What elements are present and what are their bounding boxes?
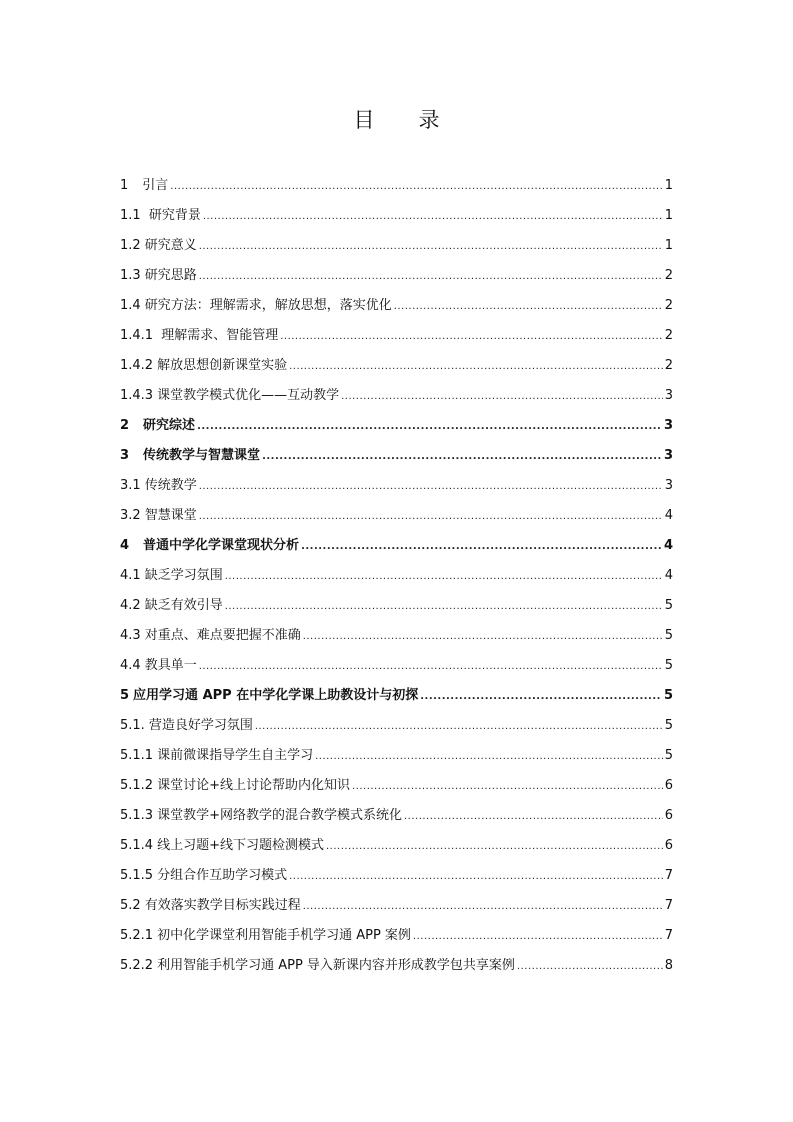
toc-entry-title: 缺乏学习氛围 — [144, 568, 223, 583]
toc-entry-title: 研究综述 — [143, 418, 196, 433]
toc-entry-number: 1 — [120, 178, 129, 193]
toc-entry-number: 5 — [120, 688, 130, 703]
toc-entry-title: 研究意义 — [144, 238, 197, 253]
toc-page-number: 2 — [664, 358, 673, 373]
toc-entry-label — [120, 384, 339, 408]
toc-entry-label — [120, 834, 324, 858]
toc-page-number: 5 — [664, 748, 673, 763]
toc-entry[interactable] — [120, 234, 673, 264]
toc-page-number: 2 — [664, 298, 673, 313]
toc-entry-title: 分组合作互助学习模式 — [157, 868, 288, 883]
toc-entry-label — [120, 804, 402, 828]
toc-page-number: 4 — [664, 508, 673, 523]
toc-entry-number: 1.4 — [120, 298, 141, 313]
toc-entry-title: 营造良好学习氛围 — [148, 718, 253, 733]
toc-entry-label — [120, 594, 223, 618]
toc-dot-leader — [394, 295, 663, 319]
toc-entry-number: 1.1 — [120, 208, 141, 223]
toc-entry[interactable] — [120, 264, 673, 294]
toc-entry[interactable] — [120, 774, 673, 804]
toc-page-number: 3 — [664, 478, 673, 493]
toc-entry-number: 5.2 — [120, 898, 141, 913]
toc-entry-label — [120, 864, 287, 888]
toc-entry[interactable] — [120, 354, 673, 384]
toc-page-number: 3 — [663, 418, 673, 433]
toc-entry-number: 5.1.1 — [120, 748, 154, 763]
toc-entry-title: 利用智能手机学习通 APP 导入新课内容并形成教学包共享案例 — [157, 958, 515, 973]
toc-page-number: 6 — [664, 778, 673, 793]
toc-entry[interactable] — [120, 384, 673, 414]
toc-dot-leader — [303, 625, 663, 649]
toc-dot-leader — [199, 265, 663, 289]
toc-entry-title: 课堂教学+网络教学的混合教学模式系统化 — [157, 808, 402, 823]
toc-entry-number: 5.1.3 — [120, 808, 154, 823]
toc-page-number: 7 — [664, 928, 673, 943]
toc-entry-number: 4 — [120, 538, 130, 553]
toc-page-number: 5 — [664, 598, 673, 613]
toc-entry-title: 理解需求、智能管理 — [157, 328, 279, 343]
toc-entry-number: 5.1.4 — [120, 838, 154, 853]
toc-dot-leader — [225, 595, 663, 619]
toc-entry[interactable] — [120, 924, 673, 954]
toc-page-number: 4 — [664, 568, 673, 583]
toc-entry-number: 3.1 — [120, 478, 141, 493]
toc-entry-number: 4.4 — [120, 658, 141, 673]
toc-entry-label — [120, 744, 313, 768]
toc-entry-label — [120, 654, 197, 678]
toc-entry-title: 有效落实教学目标实践过程 — [144, 898, 301, 913]
toc-dot-leader — [199, 505, 663, 529]
toc-page-number: 7 — [664, 898, 673, 913]
toc-entry-label — [120, 174, 168, 198]
toc-entry-label — [120, 354, 287, 378]
toc-entry[interactable] — [120, 414, 673, 444]
toc-page-number: 2 — [664, 268, 673, 283]
toc-page-number: 5 — [663, 688, 673, 703]
toc-entry-number: 1.2 — [120, 238, 141, 253]
toc-page-number: 5 — [664, 628, 673, 643]
toc-entry-label — [120, 474, 197, 498]
toc-entry-title: 缺乏有效引导 — [144, 598, 223, 613]
toc-entry-label — [120, 414, 195, 438]
toc-entry[interactable] — [120, 714, 673, 744]
toc-entry-title: 传统教学与智慧课堂 — [143, 448, 261, 463]
toc-entry-title: 普通中学化学课堂现状分析 — [143, 538, 300, 553]
toc-entry-number: 5.1.2 — [120, 778, 154, 793]
toc-entry-number: 5.1.5 — [120, 868, 154, 883]
toc-page-number: 5 — [664, 718, 673, 733]
toc-entry-title: 研究背景 — [144, 208, 201, 223]
toc-dot-leader — [303, 895, 663, 919]
toc-entry[interactable] — [120, 504, 673, 534]
toc-entry-number: 4.2 — [120, 598, 141, 613]
toc-entry-number: 4.1 — [120, 568, 141, 583]
toc-entry-number: 1.4.3 — [120, 388, 154, 403]
toc-entry-label — [120, 624, 301, 648]
toc-dot-leader — [225, 565, 663, 589]
toc-entry-label — [120, 954, 515, 978]
toc-entry-title: 引言 — [142, 178, 169, 193]
toc-page-number: 5 — [664, 658, 673, 673]
toc-entry-label — [120, 684, 418, 708]
toc-dot-leader — [280, 325, 663, 349]
toc-entry[interactable] — [120, 594, 673, 624]
toc-entry[interactable] — [120, 324, 673, 354]
toc-entry[interactable] — [120, 624, 673, 654]
toc-entry[interactable] — [120, 534, 673, 564]
toc-dot-leader — [352, 775, 663, 799]
toc-dot-leader — [197, 415, 662, 439]
toc-entry-number: 4.3 — [120, 628, 141, 643]
toc-entry-label — [120, 204, 201, 228]
toc-entry-title: 课堂讨论+线上讨论帮助内化知识 — [157, 778, 350, 793]
toc-entry[interactable] — [120, 834, 673, 864]
toc-dot-leader — [289, 865, 663, 889]
toc-dot-leader — [262, 445, 662, 469]
toc-entry-title: 智慧课堂 — [144, 508, 197, 523]
toc-dot-leader — [301, 535, 662, 559]
toc-dot-leader — [420, 685, 662, 709]
toc-dot-leader — [255, 715, 663, 739]
toc-dot-leader — [413, 925, 663, 949]
toc-entry-label — [120, 774, 350, 798]
toc-dot-leader — [199, 235, 663, 259]
toc-entry-title: 应用学习通 APP 在中学化学课上助教设计与初探 — [133, 688, 419, 703]
toc-dot-leader — [199, 655, 663, 679]
toc-entry[interactable] — [120, 684, 673, 714]
toc-entry[interactable] — [120, 564, 673, 594]
toc-page-number: 1 — [664, 208, 673, 223]
toc-entry[interactable] — [120, 444, 673, 474]
toc-entry-title: 线上习题+线下习题检测模式 — [157, 838, 324, 853]
toc-dot-leader — [404, 805, 663, 829]
toc-entry-title: 传统教学 — [144, 478, 197, 493]
toc-entry[interactable] — [120, 204, 673, 234]
toc-entry-label — [120, 714, 253, 738]
toc-entry-label — [120, 324, 278, 348]
toc-page-number: 1 — [664, 238, 673, 253]
toc-entry-label — [120, 504, 197, 528]
table-of-contents — [120, 174, 673, 984]
toc-dot-leader — [170, 175, 662, 199]
toc-entry[interactable] — [120, 474, 673, 504]
toc-entry[interactable] — [120, 954, 673, 984]
toc-page-number: 1 — [664, 178, 673, 193]
toc-page-number: 2 — [664, 328, 673, 343]
toc-entry-label — [120, 294, 392, 318]
toc-entry-label — [120, 444, 260, 468]
toc-entry-label — [120, 564, 223, 588]
toc-entry-title: 初中化学课堂利用智能手机学习通 APP 案例 — [157, 928, 411, 943]
toc-entry-title: 课前微课指导学生自主学习 — [157, 748, 314, 763]
toc-entry[interactable] — [120, 804, 673, 834]
toc-entry-number: 1.3 — [120, 268, 141, 283]
toc-entry-number: 3 — [120, 448, 130, 463]
toc-entry-number: 1.4.1 — [120, 328, 154, 343]
toc-entry-number: 5.1. — [120, 718, 145, 733]
toc-entry[interactable] — [120, 654, 673, 684]
toc-entry-label — [120, 924, 411, 948]
toc-page-number: 7 — [664, 868, 673, 883]
toc-entry-label — [120, 234, 197, 258]
toc-entry-label — [120, 534, 299, 558]
toc-entry-number: 1.4.2 — [120, 358, 154, 373]
toc-page-number: 8 — [664, 958, 673, 973]
toc-entry-number: 3.2 — [120, 508, 141, 523]
toc-entry[interactable] — [120, 744, 673, 774]
toc-page-number: 6 — [664, 838, 673, 853]
toc-dot-leader — [341, 385, 663, 409]
toc-entry[interactable] — [120, 894, 673, 924]
toc-entry-label — [120, 894, 301, 918]
toc-page-number: 3 — [664, 388, 673, 403]
toc-entry-title: 研究方法：理解需求，解放思想，落实优化 — [144, 298, 392, 313]
toc-entry-title: 对重点、难点要把握不准确 — [144, 628, 301, 643]
toc-entry-number: 2 — [120, 418, 130, 433]
toc-entry[interactable] — [120, 864, 673, 894]
toc-entry-number: 5.2.1 — [120, 928, 154, 943]
toc-heading — [0, 104, 793, 134]
toc-dot-leader — [289, 355, 663, 379]
toc-page-number: 3 — [663, 448, 673, 463]
toc-heading-char-2: 录 — [418, 108, 440, 132]
toc-entry-title: 课堂教学模式优化——互动教学 — [157, 388, 340, 403]
toc-dot-leader — [203, 205, 663, 229]
toc-entry[interactable] — [120, 174, 673, 204]
toc-page-number: 4 — [663, 538, 673, 553]
toc-dot-leader — [517, 955, 663, 979]
toc-entry-number: 5.2.2 — [120, 958, 154, 973]
toc-entry-title: 教具单一 — [144, 658, 197, 673]
toc-entry-label — [120, 264, 197, 288]
toc-dot-leader — [315, 745, 663, 769]
toc-page-number: 6 — [664, 808, 673, 823]
toc-entry[interactable] — [120, 294, 673, 324]
toc-dot-leader — [326, 835, 663, 859]
toc-dot-leader — [199, 475, 663, 499]
toc-entry-title: 解放思想创新课堂实验 — [157, 358, 288, 373]
toc-heading-char-1: 目 — [353, 108, 375, 132]
toc-entry-title: 研究思路 — [144, 268, 197, 283]
